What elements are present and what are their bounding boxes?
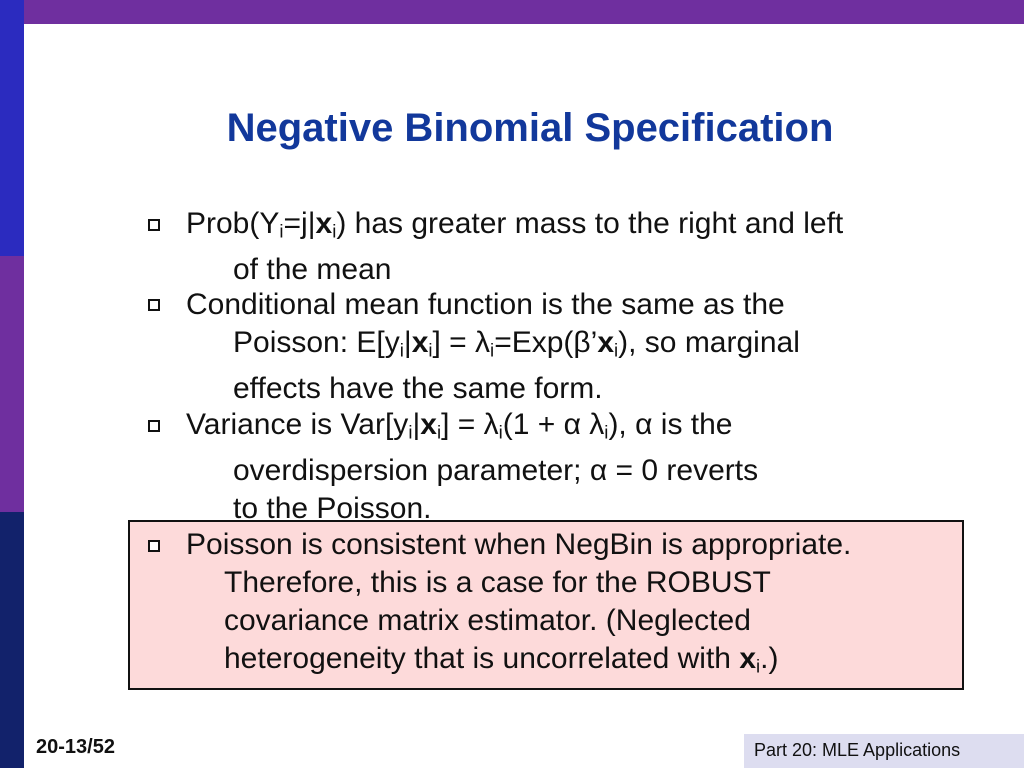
slide-number: 20-13/52: [36, 736, 115, 758]
bullet-line: Conditional mean function is the same as the: [186, 288, 785, 321]
bullet-line: covariance matrix estimator. (Neglected: [224, 604, 751, 637]
part-label: Part 20: MLE Applications: [754, 740, 961, 760]
bullet-line: to the Poisson.: [233, 491, 432, 525]
bullet-line: $Prob(Y_i=j|x_i)$ has greater mass to the right and left: [186, 207, 844, 242]
bullet-item: [186, 406, 758, 528]
bullet-square-icon: [148, 299, 160, 311]
slide-title: Negative Binomial Specification: [226, 106, 834, 150]
part-label-box: [744, 734, 1024, 768]
bullet-square-icon: [148, 420, 160, 432]
bullet-line: effects have the same form.: [233, 371, 603, 405]
bullet-square-icon: [148, 219, 160, 231]
bullet-item: [186, 286, 800, 408]
bullet-line: overdispersion parameter; α = 0 reverts: [233, 453, 759, 487]
bullet-item: [186, 526, 851, 686]
bullet-item: [186, 205, 843, 289]
bullet-line: Therefore, this is a case for the ROBUST: [224, 566, 771, 599]
bullet-line: Poisson: $E[y_i|x_i]$ = $\lambda_i=Exp(\beta’x_i)$, so marginal: [233, 326, 800, 361]
bullet-square-icon: [148, 540, 160, 552]
bullet-line: of the mean: [233, 252, 392, 286]
bullet-line: Poisson is consistent when NegBin is appropriate.: [186, 528, 852, 561]
bullet-line: heterogeneity that is uncorrelated with $x_i$.): [224, 642, 779, 677]
bullet-line: Variance is $Var[y_i|x_i] = \lambda_i(1 + \alpha$ $\lambda_i$), α is the: [186, 408, 733, 443]
